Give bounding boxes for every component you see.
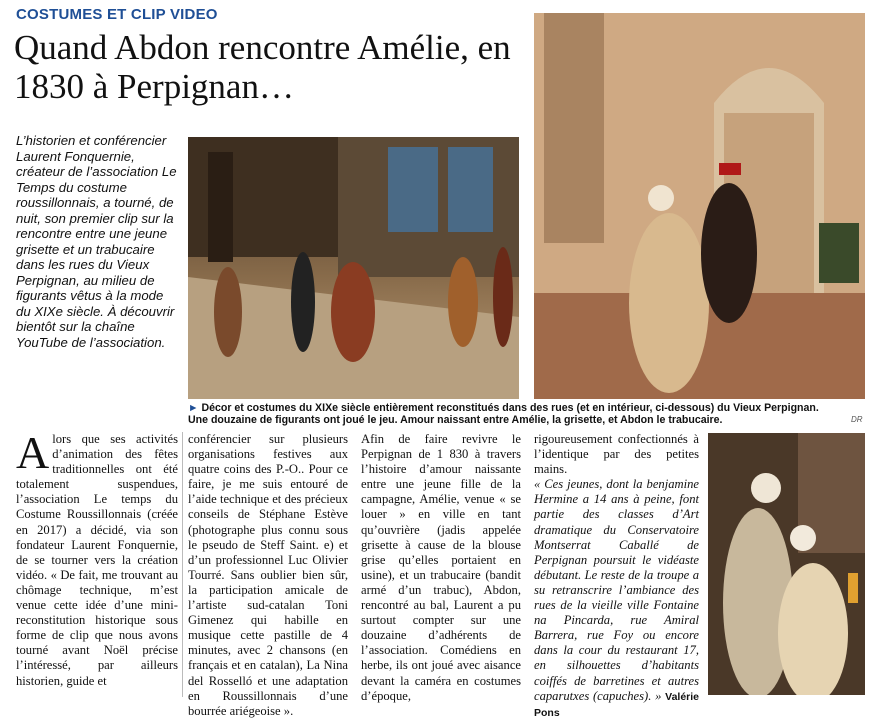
body-column-2 (188, 432, 348, 719)
caption-text: Décor et costumes du XIXe siècle entièrement reconstitués dans des rues (et en intérieur, ci-dessous) du Vieux Perpignan. Une douzaine de figurants ont joué le jeu. Amour naissant entre Amélie, la grisette, et Abdon le trabucaire. (188, 402, 819, 426)
caption-arrow-icon: ► (188, 402, 202, 414)
photo-caption (188, 402, 828, 426)
lead-paragraph: L’historien et conférencier Laurent Fonquernie, créateur de l’association Le Temps du costume roussillonnais, a tourné, de nuit, son premier clip sur la rencontre entre une jeune grisette et un trabucaire dans les rues du Vieux Perpignan, au milieu de figurants vêtus à la mode du XIXe siècle. À découvrir bientôt sur la chaîne YouTube de l’association. (16, 133, 177, 350)
body-text-3: Afin de faire revivre le Perpignan de 1 830 à travers l’histoire d’amour naissante entre une jeune fille de la campagne, Amélie, venue « se louer » en ville en tant qu’ouvrière (jadis appelée grisette à cause de la blouse grise qu’elles portaient en usine), et un trabucaire (bandit armé d’un trabuc), Abdon, rencontré au bal, Laurent a pu surtout compter sur une douzaine d’adhérents de l’association. Comédiens en herbe, ils ont joué avec aisance devant la caméra en costumes d’époque, (361, 432, 521, 703)
section-rubric: COSTUMES ET CLIP VIDEO (16, 6, 218, 23)
body-text-4a: rigoureusement confectionnés à l’identique par des petites mains. (534, 432, 699, 477)
column-rule (182, 432, 183, 697)
photo-interior-costume (708, 433, 865, 695)
photo-street-scene (188, 137, 519, 399)
author-signature: Valérie Pons (534, 690, 700, 719)
body-text-2: conférencier sur plusieurs organisations festives aux quatre coins des P.-O.. Pour ce faire, je me suis entouré de l’aide technique et des précieux conseils de Stéphane Estève (photographe plus connu sous le pseudo de Steff Saint. e) et d’un professionnel Luc Olivier Tourré. Sans oublier bien sûr, la participation amicale de l’artiste sud-catalan Toni Gimenez qui habille en musique cette pastille de 4 minutes, avec 2 chansons (en français et en catalan), La Nina del Rosselló et une adaptation en Roussillonnais d’une bourrée ariégeoise ». (188, 432, 348, 718)
photo-couple-courtyard (534, 13, 865, 399)
headline: Quand Abdon rencontre Amélie, en 1830 à Perpignan… (14, 28, 511, 106)
body-column-3 (361, 432, 521, 704)
photo-credit: DR (851, 415, 863, 424)
body-column-4 (534, 432, 699, 721)
drop-cap: A (16, 427, 50, 478)
body-column-1 (16, 427, 178, 689)
body-text-4b: « Ces jeunes, dont la benjamine Hermine a 14 ans à peine, font partie des classes d’Art dramatique du Conservatoire Montserrat Caballé de Perpignan poursuit le vidéaste débutant. Le reste de la troupe a su retranscrire l’ambiance des rues de la vieille ville Fontaine na Pincarda, rue Amiral Barrera, rue Foy ou encore dans la cour du restaurant 17, en silhouettes d’habitants coiffés de barretines et autres caparutxes (capuches). » (534, 477, 699, 703)
body-text-1: lors que ses activités d’animation des fêtes traditionnelles ont été totalement suspendues, l’association Le temps du Costume Roussillonnais (créée en 2017) a décidé, via son fondateur Laurent Fonquernie, de se tourner vers la création vidéo. « De fait, me trouvant au chômage technique, m’est venue cette idée d’une mini-reconstitution historique sous forme de clip que nous avons tourné avant Noël précise l’intéressé, par ailleurs historien, guide et (16, 432, 178, 688)
